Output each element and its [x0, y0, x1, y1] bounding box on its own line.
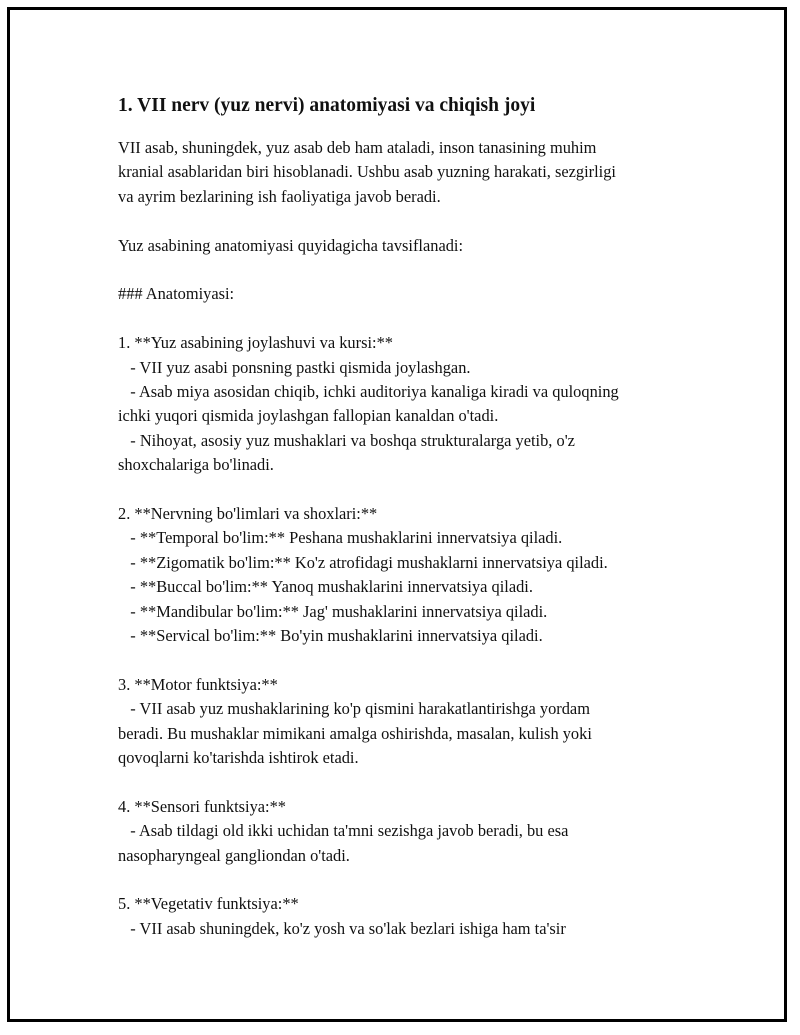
text-line: nasopharyngeal gangliondan o'tadi.	[118, 845, 350, 865]
sub-list-item: - VII asab shuningdek, ko'z yosh va so'lak bezlari ishiga ham ta'sir	[118, 918, 566, 938]
sub-list-item: - **Zigomatik bo'lim:** Ko'z atrofidagi mushaklarni innervatsiya qiladi.	[118, 552, 608, 572]
list-item: 1. **Yuz asabining joylashuvi va kursi:**	[118, 333, 393, 353]
document-body	[118, 90, 698, 941]
blank-line	[118, 478, 698, 502]
blank-line	[118, 770, 698, 794]
text-line: shoxchalariga bo'linadi.	[118, 455, 274, 475]
sub-list-item: - **Mandibular bo'lim:** Jag' mushaklarini innervatsiya qiladi.	[118, 601, 548, 621]
list-item: 3. **Motor funktsiya:**	[118, 674, 278, 694]
list-item: 2. **Nervning bo'limlari va shoxlari:**	[118, 504, 378, 524]
text-line: beradi. Bu mushaklar mimikani amalga oshirishda, masalan, kulish yoki	[118, 723, 592, 743]
text-line: qovoqlarni ko'tarishda ishtirok etadi.	[118, 748, 359, 768]
text-line: ichki yuqori qismida joylashgan fallopian kanaldan o'tadi.	[118, 406, 499, 426]
blank-line	[118, 307, 698, 331]
section-heading: ### Anatomiyasi:	[118, 284, 235, 304]
text-block	[118, 136, 698, 941]
sub-list-item: - **Temporal bo'lim:** Peshana mushaklarini innervatsiya qiladi.	[118, 528, 563, 548]
sub-list-item: - Asab miya asosidan chiqib, ichki auditoriya kanaliga kiradi va quloqning	[118, 382, 619, 402]
blank-line	[118, 258, 698, 282]
document-title: 1. VII nerv (yuz nervi) anatomiyasi va chiqish joyi	[118, 95, 536, 116]
text-line: va ayrim bezlarining ish faoliyatiga javob beradi.	[118, 186, 441, 206]
sub-list-item: - VII asab yuz mushaklarining ko'p qismini harakatlantirishga yordam	[118, 699, 590, 719]
list-item: 4. **Sensori funktsiya:**	[118, 796, 286, 816]
list-item: 5. **Vegetativ funktsiya:**	[118, 894, 299, 914]
text-line: Yuz asabining anatomiyasi quyidagicha tavsiflanadi:	[118, 235, 464, 255]
sub-list-item: - VII yuz asabi ponsning pastki qismida joylashgan.	[118, 357, 471, 377]
sub-list-item: - Asab tildagi old ikki uchidan ta'mni sezishga javob beradi, bu esa	[118, 821, 569, 841]
blank-line	[118, 209, 698, 233]
blank-line	[118, 648, 698, 672]
sub-list-item: - **Servical bo'lim:** Bo'yin mushaklarini innervatsiya qiladi.	[118, 626, 543, 646]
blank-line	[118, 868, 698, 892]
text-line: kranial asablaridan biri hisoblanadi. Ushbu asab yuzning harakati, sezgirligi	[118, 162, 616, 182]
sub-list-item: - Nihoyat, asosiy yuz mushaklari va boshqa strukturalarga yetib, o'z	[118, 430, 575, 450]
sub-list-item: - **Buccal bo'lim:** Yanoq mushaklarini innervatsiya qiladi.	[118, 577, 533, 597]
text-line: VII asab, shuningdek, yuz asab deb ham ataladi, inson tanasining muhim	[118, 138, 597, 157]
